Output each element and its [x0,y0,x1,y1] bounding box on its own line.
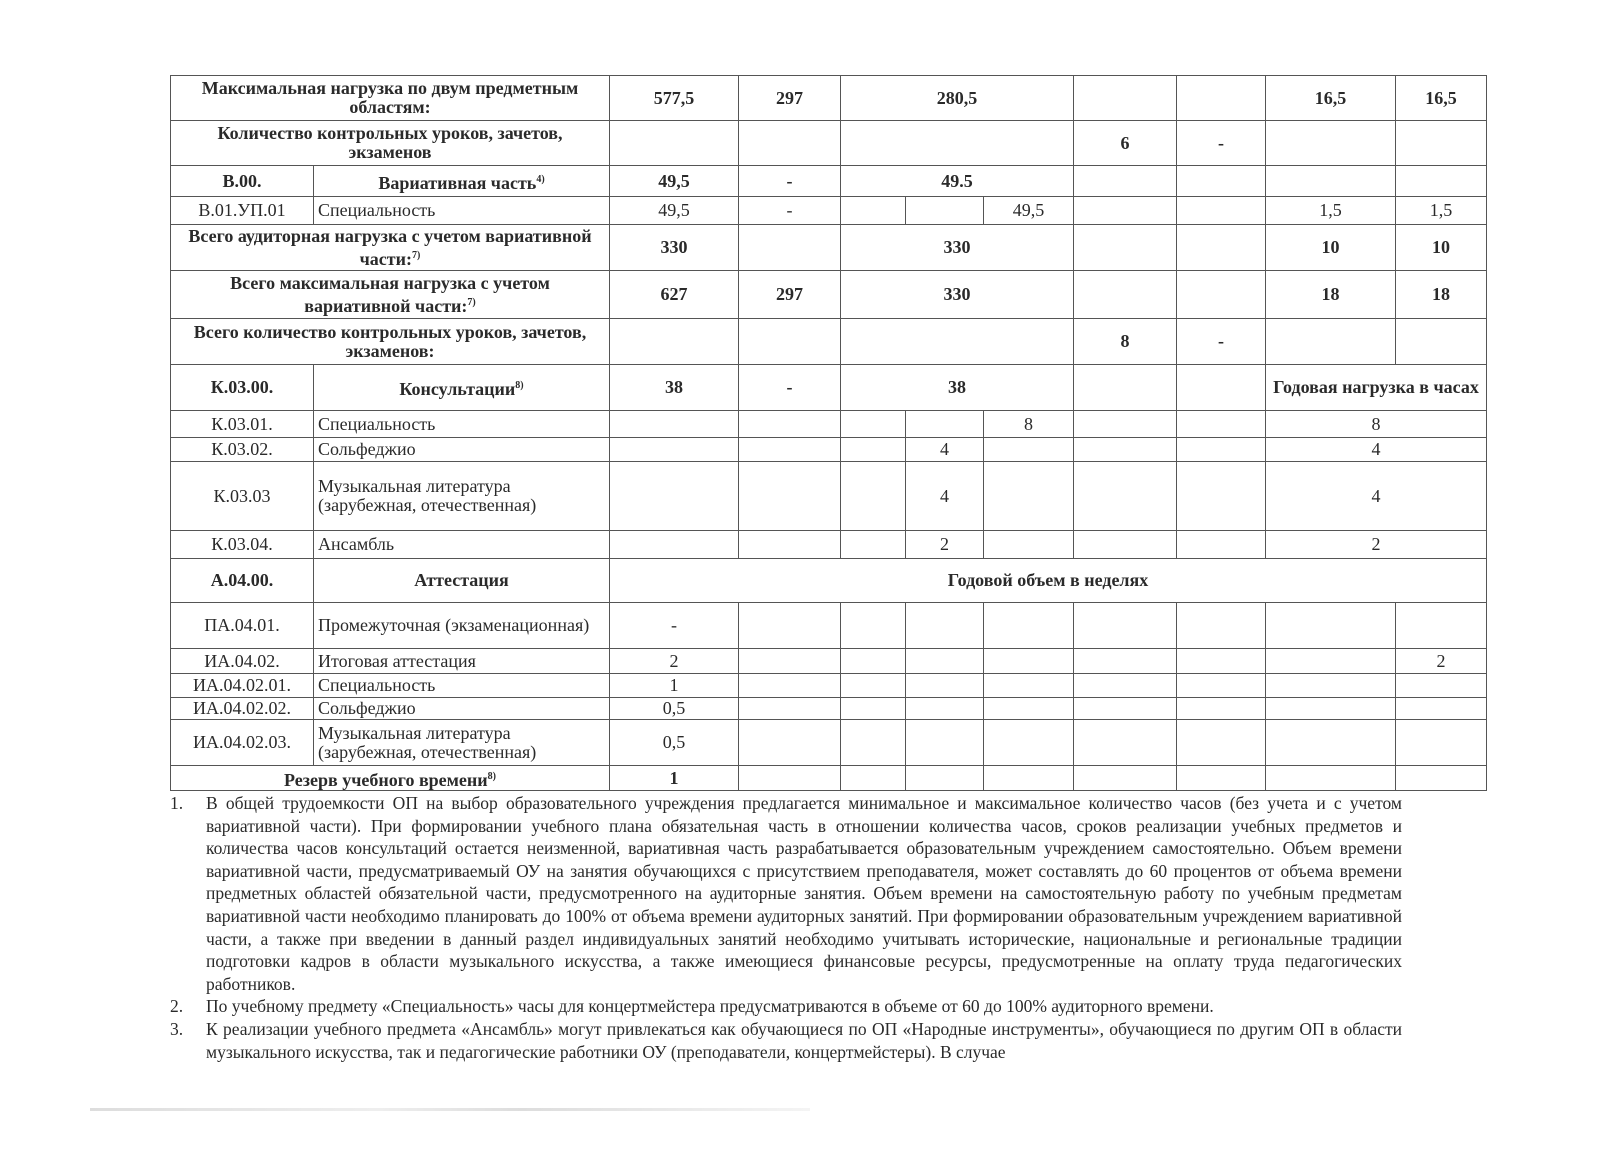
table-cell [1177,121,1266,166]
cell-text: 0,5 [662,698,686,718]
table-cell [171,411,314,438]
table-cell [1074,225,1177,271]
table-cell [610,166,739,197]
table-cell [739,603,841,649]
footnotes [170,792,1402,1063]
table-cell [984,411,1074,438]
cell-text: 16,5 [1314,87,1347,108]
table-cell [171,225,610,271]
table-cell [1177,674,1266,698]
table-row [171,698,1487,720]
cell-text: Годовой объем в неделях [947,570,1149,590]
table-row [171,462,1487,531]
table-cell [1177,649,1266,674]
table-cell [1074,462,1177,531]
table-row [171,365,1487,411]
cell-text: Консультации [399,379,516,399]
table-cell [1396,698,1487,720]
cell-text: Итоговая аттестация [318,650,476,671]
table-cell [1074,766,1177,791]
table-cell [841,271,1074,319]
cell-text: Количество контрольных уроков, зачетов, экзаменов [217,123,563,162]
table-cell [314,411,610,438]
table-cell [610,197,739,225]
table-cell [739,531,841,559]
table-row [171,438,1487,462]
table-cell [610,225,739,271]
scan-artifact [90,1108,810,1111]
table-cell [1074,720,1177,766]
cell-text: В.01.УП.01 [198,200,286,220]
table-cell [1074,698,1177,720]
table-cell [1177,197,1266,225]
table-cell [1266,76,1396,121]
table-cell [906,411,984,438]
table-cell [1396,649,1487,674]
table-row [171,121,1487,166]
footnote-text: В общей трудоемкости ОП на выбор образовательного учреждения предлагается минимальное и максимальное количество часов (без учета и с учетом вариативной части). При формировании учебного плана обязательная часть в отношении количества часов, сроков реализации учебных предметов и количества часов консультаций остается неизменной, вариативная часть разрабатывается образовательным учреждением самостоятельно. Объем времени вариативной части, предусматриваемый ОУ на занятия обучающихся с присутствием преподавателя, может составлять до 60 процентов от объема времени предметных областей обязательной части, предусмотренного на аудиторные занятия. Объем времени на самостоятельную работу по учебным предметам вариативной части необходимо планировать до 100% от объема времени аудиторных занятий. При формировании образовательным учреждением вариативной части, а также при введении в данный раздел индивидуальных занятий необходимо учитывать исторические, национальные и региональные традиции подготовки кадров в области музыкального искусства, а также имеющиеся финансовые ресурсы, предусмотренные на оплату труда педагогических работников. [206,793,1402,994]
table-cell [171,649,314,674]
cell-text: Сольфеджио [318,698,416,718]
table-cell [171,197,314,225]
cell-text: Всего аудиторная нагрузка с учетом вариативной части: [188,225,592,269]
table-cell [1074,603,1177,649]
table-cell [314,649,610,674]
footnote [170,1018,1402,1063]
table-cell [739,649,841,674]
table-row [171,649,1487,674]
table-cell [1266,197,1396,225]
table-cell [1074,271,1177,319]
table-row [171,76,1487,121]
table-cell [171,674,314,698]
table-cell [984,720,1074,766]
table-cell [739,462,841,531]
cell-text: К.03.01. [211,413,273,434]
table-cell [171,698,314,720]
table-cell [171,603,314,649]
table-cell [1074,121,1177,166]
table-cell [841,766,906,791]
cell-text: 4 [940,485,949,506]
table-cell [1177,698,1266,720]
table-cell [1266,438,1487,462]
table-cell [1266,225,1396,271]
footnote-text: По учебному предмету «Специальность» часы для концертмейстера предусматриваются в объеме от 60 до 100% аудиторного времени. [206,996,1214,1017]
cell-text: В.00. [222,170,262,191]
table-cell [171,76,610,121]
table-cell [984,438,1074,462]
table-cell [1396,603,1487,649]
table-cell [610,559,1487,603]
table-cell [841,225,1074,271]
table-cell [1266,365,1487,411]
table-row [171,559,1487,603]
table-cell [314,720,610,766]
cell-text: - [786,200,793,220]
table-cell [841,319,1074,365]
footnote-ref: 8) [515,380,524,391]
table-cell [739,365,841,411]
table-cell [984,197,1074,225]
table-cell [984,462,1074,531]
table-cell [739,197,841,225]
cell-text: Ансамбль [318,534,395,554]
table-row [171,197,1487,225]
table-cell [739,698,841,720]
table-cell [841,166,1074,197]
table-row [171,225,1487,271]
table-cell [1266,121,1396,166]
table-cell [171,766,610,791]
table-cell [1396,121,1487,166]
table-cell [314,698,610,720]
table-cell [610,649,739,674]
table-row [171,411,1487,438]
cell-text: 1 [669,767,679,788]
table-cell [1396,674,1487,698]
footnote-number: 2. [170,996,184,1017]
cell-text: Всего максимальная нагрузка с учетом вариативной части: [230,272,550,316]
table-cell [1396,225,1487,271]
footnote-number: 1. [170,793,184,813]
footnote-text: К реализации учебного предмета «Ансамбль» могут привлекаться как обучающиеся по ОП «Народные инструменты», обучающиеся по другим ОП в области музыкального искусства, так и педагогические работники ОУ (преподаватели, концертмейстеры). В случае [206,1018,1402,1062]
cell-text: 38 [948,377,966,397]
cell-text: 4 [1371,485,1381,506]
table-row [171,319,1487,365]
cell-text: ИА.04.02.02. [193,698,291,718]
cell-text: 10 [1321,237,1340,257]
table-cell [1177,271,1266,319]
table-cell [906,462,984,531]
table-cell [1074,365,1177,411]
table-row [171,674,1487,698]
cell-text: 18 [1432,284,1450,304]
table-cell [610,271,739,319]
table-cell [906,674,984,698]
table-cell [171,720,314,766]
cell-text: ИА.04.02.03. [193,732,291,752]
table-cell [610,462,739,531]
table-cell [1396,319,1487,365]
cell-text: А.04.00. [210,570,274,590]
cell-text: 577,5 [653,87,695,108]
table-row [171,271,1487,319]
cell-text: 330 [943,237,971,257]
footnote [170,792,1402,995]
table-cell [171,319,610,365]
cell-text: ИА.04.02. [204,650,280,671]
table-cell [314,531,610,559]
table-cell [1396,720,1487,766]
curriculum-table [170,75,1487,791]
cell-text: 49.5 [941,170,973,191]
table-cell [1396,197,1487,225]
table-cell [171,121,610,166]
cell-text: К.03.03 [213,485,271,506]
footnote-ref: 7) [412,249,421,261]
table-cell [1074,76,1177,121]
table-cell [1266,411,1487,438]
table-cell [1074,438,1177,462]
table-cell [739,225,841,271]
cell-text: - [671,615,677,635]
cell-text: 49,5 [658,200,690,220]
table-cell [841,438,906,462]
table-cell [739,271,841,319]
table-cell [1074,319,1177,365]
table-cell [906,603,984,649]
table-row [171,531,1487,559]
table-cell [906,649,984,674]
table-cell [610,121,739,166]
cell-text: К.03.02. [211,439,273,459]
cell-text: 2 [1436,650,1446,671]
cell-text: 49,5 [1012,200,1045,220]
table-cell [841,365,1074,411]
cell-text: 627 [660,284,688,304]
table-cell [610,766,739,791]
table-cell [314,166,610,197]
cell-text: Годовая нагрузка в часах [1273,377,1479,397]
table-cell [841,720,906,766]
cell-text: - [1218,132,1224,153]
cell-text: 297 [776,284,803,304]
table-cell [906,438,984,462]
table-cell [906,698,984,720]
table-cell [314,438,610,462]
table-cell [1177,225,1266,271]
table-cell [906,766,984,791]
table-cell [841,674,906,698]
table-cell [841,531,906,559]
table-cell [1177,166,1266,197]
cell-text: 330 [660,237,688,257]
table-cell [906,197,984,225]
cell-text: 16,5 [1425,87,1457,108]
cell-text: 1,5 [1319,200,1342,220]
table-cell [1177,365,1266,411]
table-cell [610,674,739,698]
table-cell [171,559,314,603]
cell-text: Специальность [318,675,436,695]
table-cell [171,166,314,197]
table-cell [739,674,841,698]
table-cell [610,411,739,438]
table-cell [984,698,1074,720]
cell-text: 297 [776,87,803,108]
cell-text: 4 [940,439,949,459]
cell-text: К.03.00. [210,377,274,397]
table-cell [610,438,739,462]
table-cell [1177,319,1266,365]
table-cell [610,365,739,411]
table-cell [1177,438,1266,462]
cell-text: - [786,377,793,397]
table-cell [739,720,841,766]
table-cell [610,603,739,649]
table-cell [1266,462,1487,531]
footnote [170,995,1402,1018]
table-cell [1177,603,1266,649]
table-cell [314,674,610,698]
table-cell [739,166,841,197]
table-cell [610,531,739,559]
table-cell [984,531,1074,559]
table-cell [314,559,610,603]
table-cell [1266,603,1396,649]
cell-text: - [1218,331,1224,351]
table-cell [739,76,841,121]
table-cell [610,76,739,121]
cell-text: 8 [1371,413,1381,434]
cell-text: Специальность [318,200,436,220]
cell-text: ПА.04.01. [204,615,280,635]
cell-text: Резерв учебного времени [284,769,488,790]
cell-text: 38 [665,377,683,397]
table-cell [171,438,314,462]
table-cell [841,462,906,531]
table-cell [1177,411,1266,438]
table-cell [314,197,610,225]
table-cell [841,603,906,649]
table-cell [1266,271,1396,319]
table-cell [314,462,610,531]
table-cell [1396,166,1487,197]
cell-text: Вариативная часть [378,172,537,193]
table-cell [739,411,841,438]
table-cell [1177,462,1266,531]
cell-text: 8 [1024,413,1033,434]
cell-text: 4 [1371,439,1381,459]
table-cell [739,438,841,462]
table-cell [1396,766,1487,791]
table-cell [1177,766,1266,791]
table-cell [1074,411,1177,438]
cell-text: 2 [669,650,679,671]
table-cell [1396,76,1487,121]
cell-text: 49,5 [658,170,690,191]
table-cell [739,319,841,365]
cell-text: 0,5 [662,732,686,752]
footnote-ref: 8) [487,770,496,782]
cell-text: Всего количество контрольных уроков, зачетов, экзаменов: [193,321,587,361]
cell-text: Музыкальная литература (зарубежная, отечественная) [318,476,537,515]
cell-text: 330 [943,284,971,304]
table-cell [610,698,739,720]
cell-text: - [786,170,793,191]
table-cell [841,411,906,438]
table-cell [1396,271,1487,319]
cell-text: Максимальная нагрузка по двум предметным областям: [201,78,579,117]
cell-text: 8 [1120,331,1130,351]
table-cell [1177,531,1266,559]
cell-text: ИА.04.02.01. [193,675,291,695]
cell-text: Промежуточная (экзаменационная) [318,615,590,635]
table-cell [610,720,739,766]
table-cell [1074,166,1177,197]
table-cell [984,766,1074,791]
table-cell [1266,649,1396,674]
cell-text: 6 [1120,132,1130,153]
table-cell [841,121,1074,166]
table-cell [314,365,610,411]
table-cell [906,531,984,559]
table-cell [906,720,984,766]
footnote-ref: 4) [536,173,545,185]
cell-text: 1 [669,675,679,695]
table-cell [841,698,906,720]
table-cell [984,649,1074,674]
table-cell [841,76,1074,121]
table-cell [1074,197,1177,225]
table-cell [841,649,906,674]
cell-text: 1,5 [1429,200,1453,220]
table-cell [610,319,739,365]
footnote-ref: 7) [467,296,476,308]
table-cell [1074,531,1177,559]
table-row [171,766,1487,791]
table-cell [1266,166,1396,197]
table-cell [984,603,1074,649]
cell-text: 280,5 [936,87,978,108]
table-cell [739,121,841,166]
table-cell [171,462,314,531]
table-cell [1266,766,1396,791]
cell-text: Музыкальная литература (зарубежная, отечественная) [318,722,537,762]
cell-text: 18 [1321,284,1340,304]
footnote-number: 3. [170,1018,184,1039]
cell-text: 10 [1432,237,1450,257]
cell-text: 2 [940,534,949,554]
table-cell [171,271,610,319]
table-cell [314,603,610,649]
cell-text: 2 [1371,534,1381,554]
cell-text: Сольфеджио [318,439,416,459]
cell-text: Специальность [318,413,436,434]
table-cell [984,674,1074,698]
table-cell [739,766,841,791]
table-cell [841,197,906,225]
table-cell [171,365,314,411]
table-cell [1074,649,1177,674]
table-row [171,603,1487,649]
table-cell [171,531,314,559]
cell-text: К.03.04. [211,534,273,554]
table-cell [1177,76,1266,121]
table-cell [1266,674,1396,698]
table-cell [1266,531,1487,559]
table-cell [1177,720,1266,766]
table-row [171,166,1487,197]
table-cell [1074,674,1177,698]
table-cell [1266,698,1396,720]
table-row [171,720,1487,766]
table-cell [1266,720,1396,766]
cell-text: Аттестация [414,570,509,590]
table-cell [1266,319,1396,365]
